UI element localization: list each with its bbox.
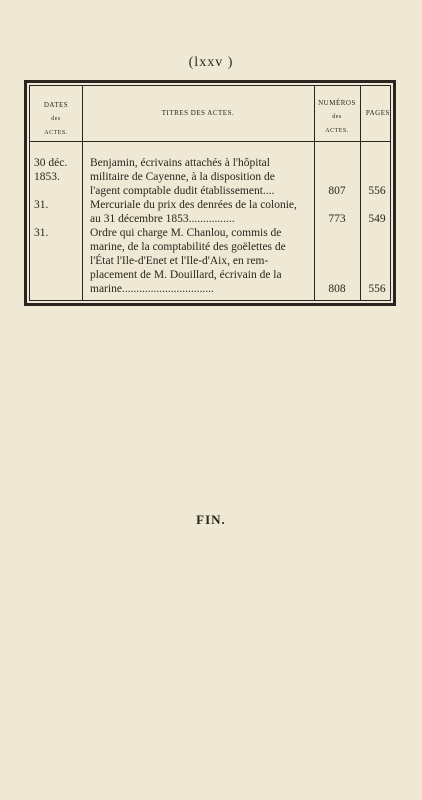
header-numeros-line: des — [332, 114, 342, 120]
row-title-line: l'État l'Ile-d'Enet et l'Ile-d'Aix, en rem- — [90, 255, 269, 267]
acts-table — [24, 80, 396, 306]
row-page: 549 — [368, 213, 386, 225]
header-pages: PAGES. — [365, 109, 393, 117]
header-numeros — [314, 96, 360, 138]
row-numero: 807 — [328, 185, 346, 197]
row-date-line: 31. — [34, 227, 49, 239]
row-title-line: marine................................ — [90, 283, 214, 295]
header-rule — [30, 141, 390, 142]
row-title — [90, 226, 312, 296]
row-title-line: l'agent comptable dudit établissement.... — [90, 185, 275, 197]
header-dates-line: ACTES. — [44, 130, 68, 136]
row-title — [90, 156, 312, 198]
row-date-line: 31. — [34, 199, 49, 211]
row-page: 556 — [368, 185, 386, 197]
page-number: (lxxv ) — [188, 55, 234, 70]
row-date — [34, 156, 78, 184]
row-numero: 773 — [328, 213, 346, 225]
row-title-line: militaire de Cayenne, à la disposition de — [90, 171, 275, 183]
row-date — [34, 226, 78, 240]
header-dates-line: des — [51, 116, 61, 122]
acts-table-inner — [29, 85, 391, 301]
header-dates — [30, 98, 82, 140]
header-titles: TITRES DES ACTES. — [161, 109, 235, 117]
header-dates-line: DATES — [43, 101, 69, 109]
row-page: 556 — [368, 283, 386, 295]
row-title — [90, 198, 312, 226]
row-title-line: Mercuriale du prix des denrées de la colonie, — [90, 199, 297, 211]
header-numeros-line: NUMÉROS — [318, 99, 356, 107]
row-title-line: placement de M. Douillard, écrivain de la — [90, 269, 282, 281]
row-numero: 808 — [328, 283, 346, 295]
header-numeros-line: ACTES. — [325, 128, 349, 134]
row-date-line: 30 déc. — [34, 157, 68, 169]
row-title-line: au 31 décembre 1853................ — [90, 213, 235, 225]
row-title-line: Ordre qui charge M. Chanlou, commis de — [90, 227, 282, 239]
row-title-line: Benjamin, écrivains attachés à l'hôpital — [90, 157, 270, 169]
row-title-line: marine, de la comptabilité des goëlettes de — [90, 241, 286, 253]
fin-label: FIN. — [196, 512, 226, 527]
row-date-line: 1853. — [34, 171, 60, 183]
row-date — [34, 198, 78, 212]
